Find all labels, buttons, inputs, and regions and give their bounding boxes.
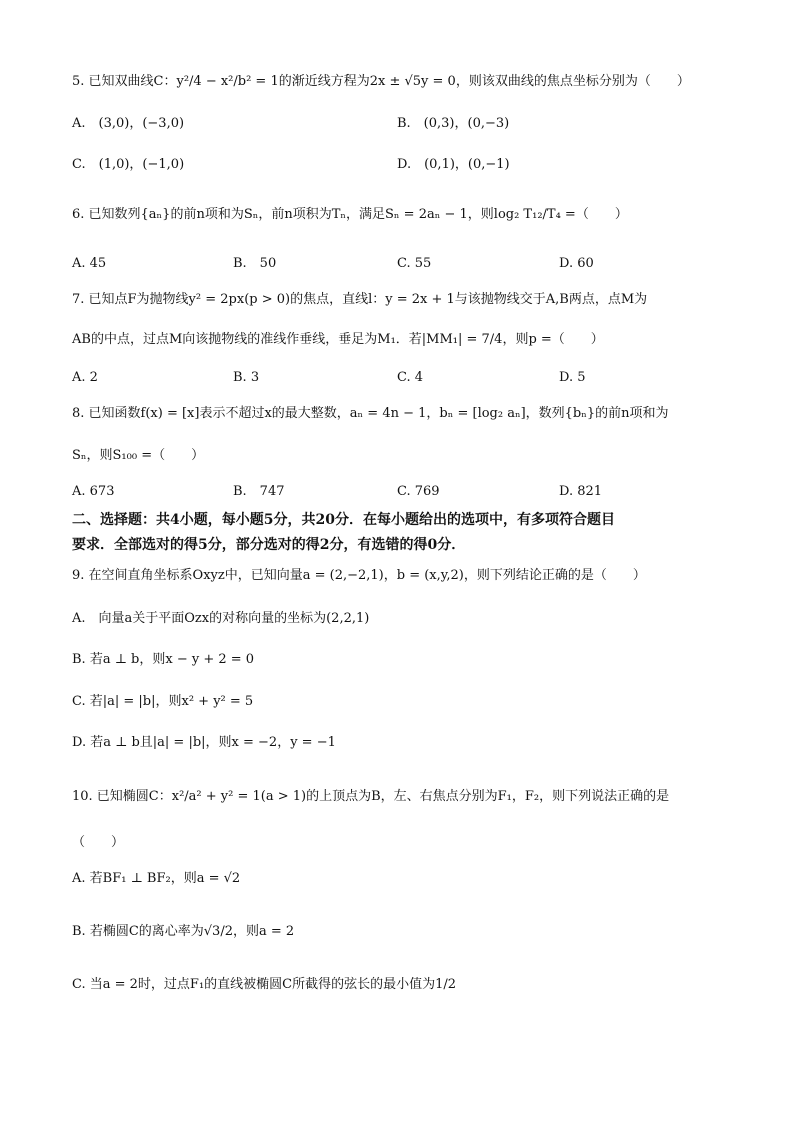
- question-10-option-a: A. 若BF₁ ⊥ BF₂，则a = √2: [72, 871, 241, 886]
- question-9-option-d: D. 若a ⊥ b且|a| = |b|，则x = −2，y = −1: [72, 735, 336, 750]
- section-2-heading-line-2: 要求．全部选对的得5分，部分选对的得2分，有选错的得0分．: [72, 537, 466, 553]
- question-7-option-a: A. 2: [72, 370, 98, 385]
- question-8-option-b: B. 747: [233, 484, 285, 499]
- question-6-option-b: B. 50: [233, 256, 277, 271]
- question-8-line-2: Sₙ，则S₁₀₀ =（ ）: [72, 448, 205, 463]
- question-9-option-b: B. 若a ⊥ b，则x − y + 2 = 0: [72, 652, 255, 667]
- question-7-line-1: 7. 已知点F为抛物线y² = 2px(p > 0)的焦点，直线l：y = 2x + 1与该抛物线交于A,B两点，点M为: [72, 292, 648, 307]
- question-7-option-c: C. 4: [397, 370, 424, 385]
- question-5-option-d: D. (0,1)，(0,−1): [397, 157, 510, 172]
- question-5-option-a: A. (3,0)，(−3,0): [72, 116, 185, 131]
- question-10-option-c: C. 当a = 2时，过点F₁的直线被椭圆C所截得的弦长的最小值为1/2: [72, 977, 457, 992]
- question-7-line-2: AB的中点，过点M向该抛物线的准线作垂线，垂足为M₁．若|MM₁| = 7/4，则p =（ ）: [72, 332, 604, 347]
- question-7-option-d: D. 5: [559, 370, 586, 385]
- question-7-option-b: B. 3: [233, 370, 260, 385]
- question-10-option-b: B. 若椭圆C的离心率为√3/2，则a = 2: [72, 924, 295, 939]
- section-2-heading-line-1: 二、选择题：共4小题，每小题5分，共20分．在每小题给出的选项中，有多项符合题目: [72, 512, 615, 528]
- question-8-line-1: 8. 已知函数f(x) = [x]表示不超过x的最大整数，aₙ = 4n − 1，bₙ = [log₂ aₙ]，数列{bₙ}的前n项和为: [72, 406, 669, 421]
- question-5-option-c: C. (1,0)，(−1,0): [72, 157, 185, 172]
- question-10-paren: （ ）: [72, 835, 125, 850]
- question-5-option-b: B. (0,3)，(0,−3): [397, 116, 510, 131]
- question-6-option-a: A. 45: [72, 256, 107, 271]
- question-8-option-a: A. 673: [72, 484, 115, 499]
- question-6-stem: 6. 已知数列{aₙ}的前n项和为Sₙ，前n项积为Tₙ，满足Sₙ = 2aₙ − 1，则log₂ T₁₂/T₄ =（ ）: [72, 207, 628, 222]
- question-6-option-d: D. 60: [559, 256, 594, 271]
- question-6-option-c: C. 55: [397, 256, 432, 271]
- question-8-option-c: C. 769: [397, 484, 440, 499]
- question-10-stem: 10. 已知椭圆C：x²/a² + y² = 1(a > 1)的上顶点为B，左、右焦点分别为F₁，F₂，则下列说法正确的是: [72, 789, 670, 804]
- question-5-stem: 5. 已知双曲线C：y²/4 − x²/b² = 1的渐近线方程为2x ± √5y = 0，则该双曲线的焦点坐标分别为（ ）: [72, 74, 690, 89]
- question-9-option-c: C. 若|a| = |b|，则x² + y² = 5: [72, 694, 254, 709]
- question-9-option-a: A. 向量a关于平面Ozx的对称向量的坐标为(2,2,1): [72, 611, 370, 626]
- question-8-option-d: D. 821: [559, 484, 603, 499]
- question-9-stem: 9. 在空间直角坐标系Oxyz中，已知向量a = (2,−2,1)，b = (x,y,2)，则下列结论正确的是（ ）: [72, 568, 646, 583]
